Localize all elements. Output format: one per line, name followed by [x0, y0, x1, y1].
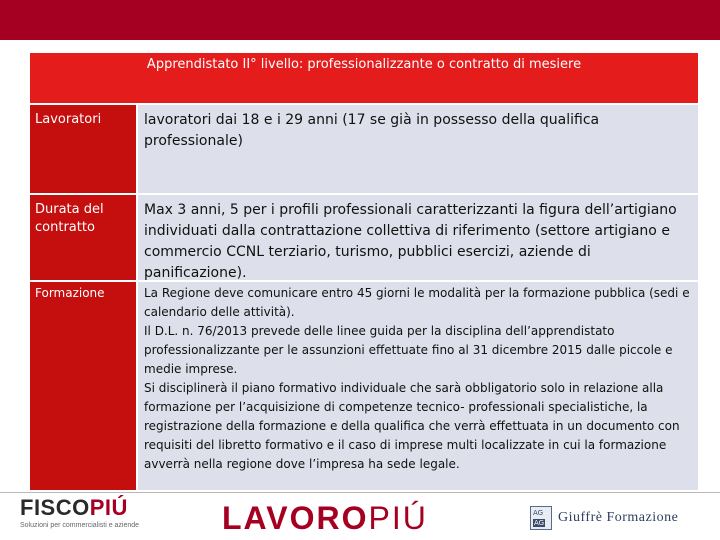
top-bar: [0, 0, 720, 40]
lavoro-logo-part: LAVORO: [222, 500, 369, 536]
fisco-logo-accent: PIÚ: [89, 495, 128, 520]
table-row-durata: [30, 195, 698, 280]
table-title: Apprendistato II° livello: professionalizzante o contratto di mesiere: [146, 57, 582, 72]
table-row-formazione: [30, 282, 698, 490]
row-text: lavoratori dai 18 e i 29 anni (17 se già in possesso della qualifica professionale): [138, 105, 698, 193]
lavoro-logo-accent: PIÚ: [368, 500, 428, 536]
giuffre-text: Giuffrè Formazione: [558, 510, 679, 525]
row-label: Lavoratori: [30, 105, 136, 193]
footer-divider: [0, 492, 720, 493]
giuffre-mark-top: AG: [533, 509, 544, 517]
table-row-lavoratori: [30, 105, 698, 193]
row-paragraph: La Regione deve comunicare entro 45 giorni le modalità per la formazione pubblica (sedi e calendario delle attività).: [144, 286, 690, 319]
row-text: Max 3 anni, 5 per i profili professionali caratterizzanti la figura dell’artigiano individuati dalla contrattazione collettiva di riferimento (settore artigiano e commercio CCNL terziario, turismo, pubblici esercizi, aziende di panificazione).: [138, 195, 698, 280]
row-label: Formazione: [30, 282, 136, 490]
fiscopiu-logo: [20, 496, 140, 536]
giuffre-mark-bottom: AG: [534, 519, 545, 527]
row-paragraph: Il D.L. n. 76/2013 prevede delle linee guida per la disciplina dell’apprendistato professionalizzante per le assunzioni effettuate fino al 31 dicembre 2015 dalle piccole e medie imprese.: [144, 324, 673, 376]
fisco-logo-part: FISCO: [20, 495, 90, 520]
row-label: Durata del contratto: [30, 195, 136, 280]
fisco-tagline: Soluzioni per commercialisti e aziende: [20, 522, 140, 529]
giuffre-logo: [530, 506, 710, 532]
giuffre-mark-icon: [530, 506, 552, 530]
row-text: [138, 282, 698, 490]
lavoropiu-logo: [222, 500, 428, 537]
table-header: [30, 53, 698, 103]
row-paragraph: Si disciplinerà il piano formativo individuale che sarà obbligatorio solo in relazione alla formazione per l’acquisizione di competenze tecnico- professionali specialistiche, la registrazione della formazione e della qualifica che verrà effettuata in un documento con requisiti del libretto formativo e il caso di imprese multi localizzate in cui la formazione avverrà nella regione dove l’impresa ha sede legale.: [144, 381, 680, 471]
